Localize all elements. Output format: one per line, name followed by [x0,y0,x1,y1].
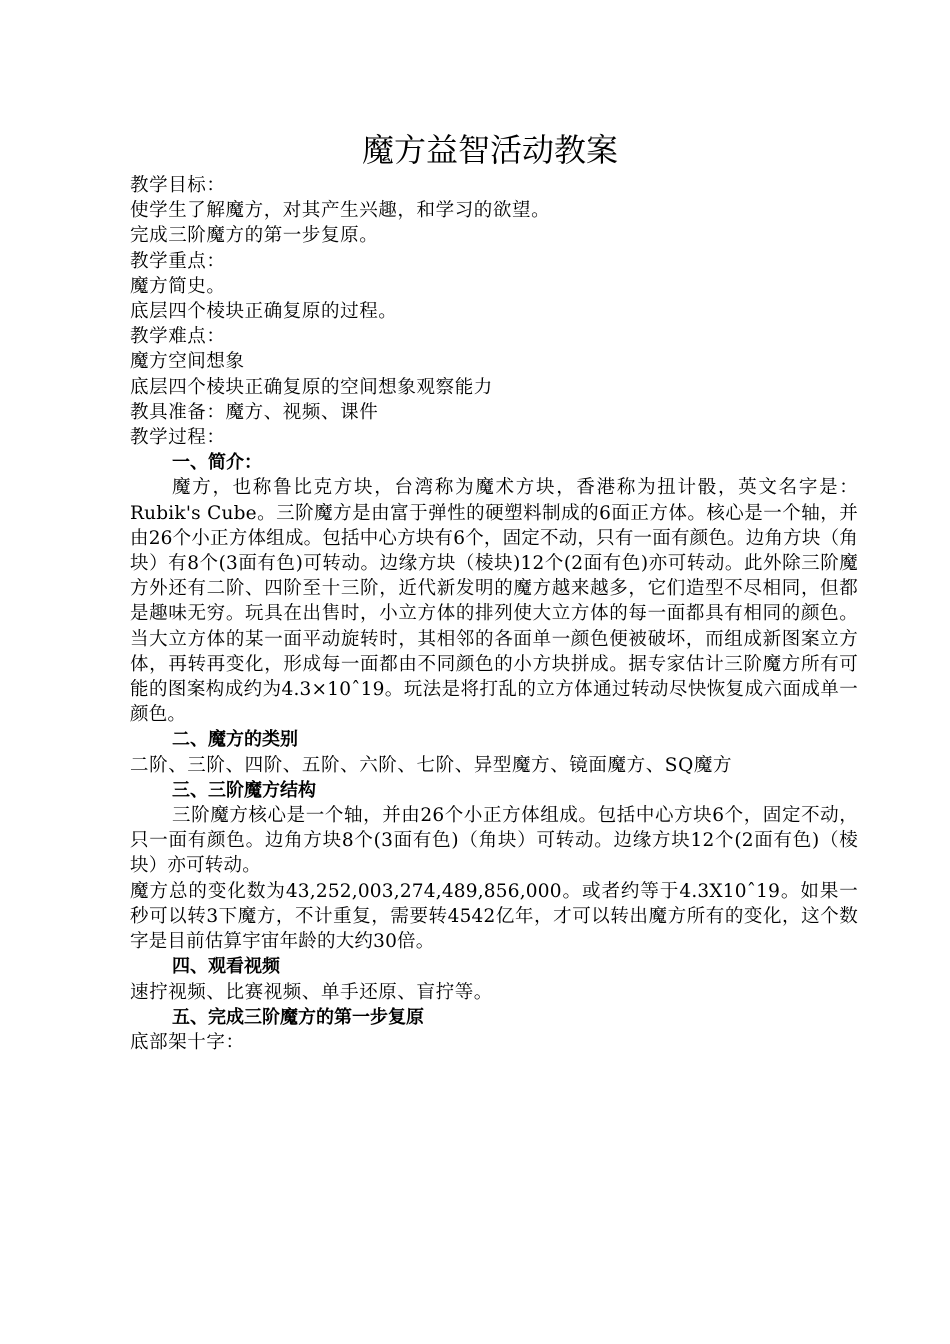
difficulty-item: 底层四个棱块正确复原的空间想象观察能力 [130,376,493,398]
focus-item: 魔方简史。 [130,275,226,297]
section-intro-paragraph: 魔方，也称鲁比克方块，台湾称为魔术方块，香港称为扭计骰，英文名字是：Rubik's Cube。三阶魔方是由富于弹性的硬塑料制成的6面正方体。核心是一个轴，并由26个小正方体组成。包括中心方块有6个，固定不动，只有一面有颜色。边角方块（角块）有8个(3面有色)可转动。边缘方块（棱块)12个(2面有色)亦可转动。此外除三阶魔方外还有二阶、四阶至十三阶，近代新发明的魔方越来越多，它们造型不尽相同，但都是趣味无穷。玩具在出售时，小立方体的排列使大立方体的每一面都具有相同的颜色。当大立方体的某一面平动旋转时，其相邻的各面单一颜色便被破坏，而组成新图案立方体，再转再变化，形成每一面都由不同颜色的小方块拼成。据专家估计三阶魔方所有可能的图案构成约为4.3×10ˆ19。玩法是将打乱的立方体通过转动尽快恢复成六面成单一颜色。 [130,477,858,726]
materials-line: 教具准备：魔方、视频、课件 [130,401,379,423]
first-step-line: 底部架十字： [130,1031,245,1053]
section-structure-stats: 魔方总的变化数为43,252,003,274,489,856,000。或者约等于4.3X10ˆ19。如果一秒可以转3下魔方，不计重复，需要转4542亿年，才可以转出魔方所有的变化，这个数字是目前估算宇宙年龄的大约30倍。 [130,880,858,953]
difficulty-item: 魔方空间想象 [130,351,245,373]
section-heading-first-step: 五、完成三阶魔方的第一步复原 [172,1006,424,1028]
difficulty-label: 教学难点： [130,326,226,348]
section-heading-categories: 二、魔方的类别 [172,729,298,751]
categories-line: 二阶、三阶、四阶、五阶、六阶、七阶、异型魔方、镜面魔方、SQ魔方 [130,754,733,776]
goal-item: 完成三阶魔方的第一步复原。 [130,225,379,247]
videos-line: 速拧视频、比赛视频、单手还原、盲拧等。 [130,981,493,1003]
goals-label: 教学目标： [130,175,226,196]
document-title: 魔方益智活动教案 [361,131,618,169]
section-heading-videos: 四、观看视频 [172,956,280,978]
goal-item: 使学生了解魔方，对其产生兴趣，和学习的欲望。 [130,200,551,222]
focus-item: 底层四个棱块正确复原的过程。 [130,301,398,323]
section-structure-paragraph: 三阶魔方核心是一个轴，并由26个小正方体组成。包括中心方块6个，固定不动，只一面有颜色。边角方块8个(3面有色)（角块）可转动。边缘方块12个(2面有色)（棱块）亦可转动。 [130,805,858,877]
process-label: 教学过程： [130,427,226,449]
focus-label: 教学重点： [130,250,226,272]
section-heading-intro: 一、简介： [172,452,262,474]
section-heading-structure: 三、三阶魔方结构 [172,779,316,801]
document-body [130,173,858,1055]
